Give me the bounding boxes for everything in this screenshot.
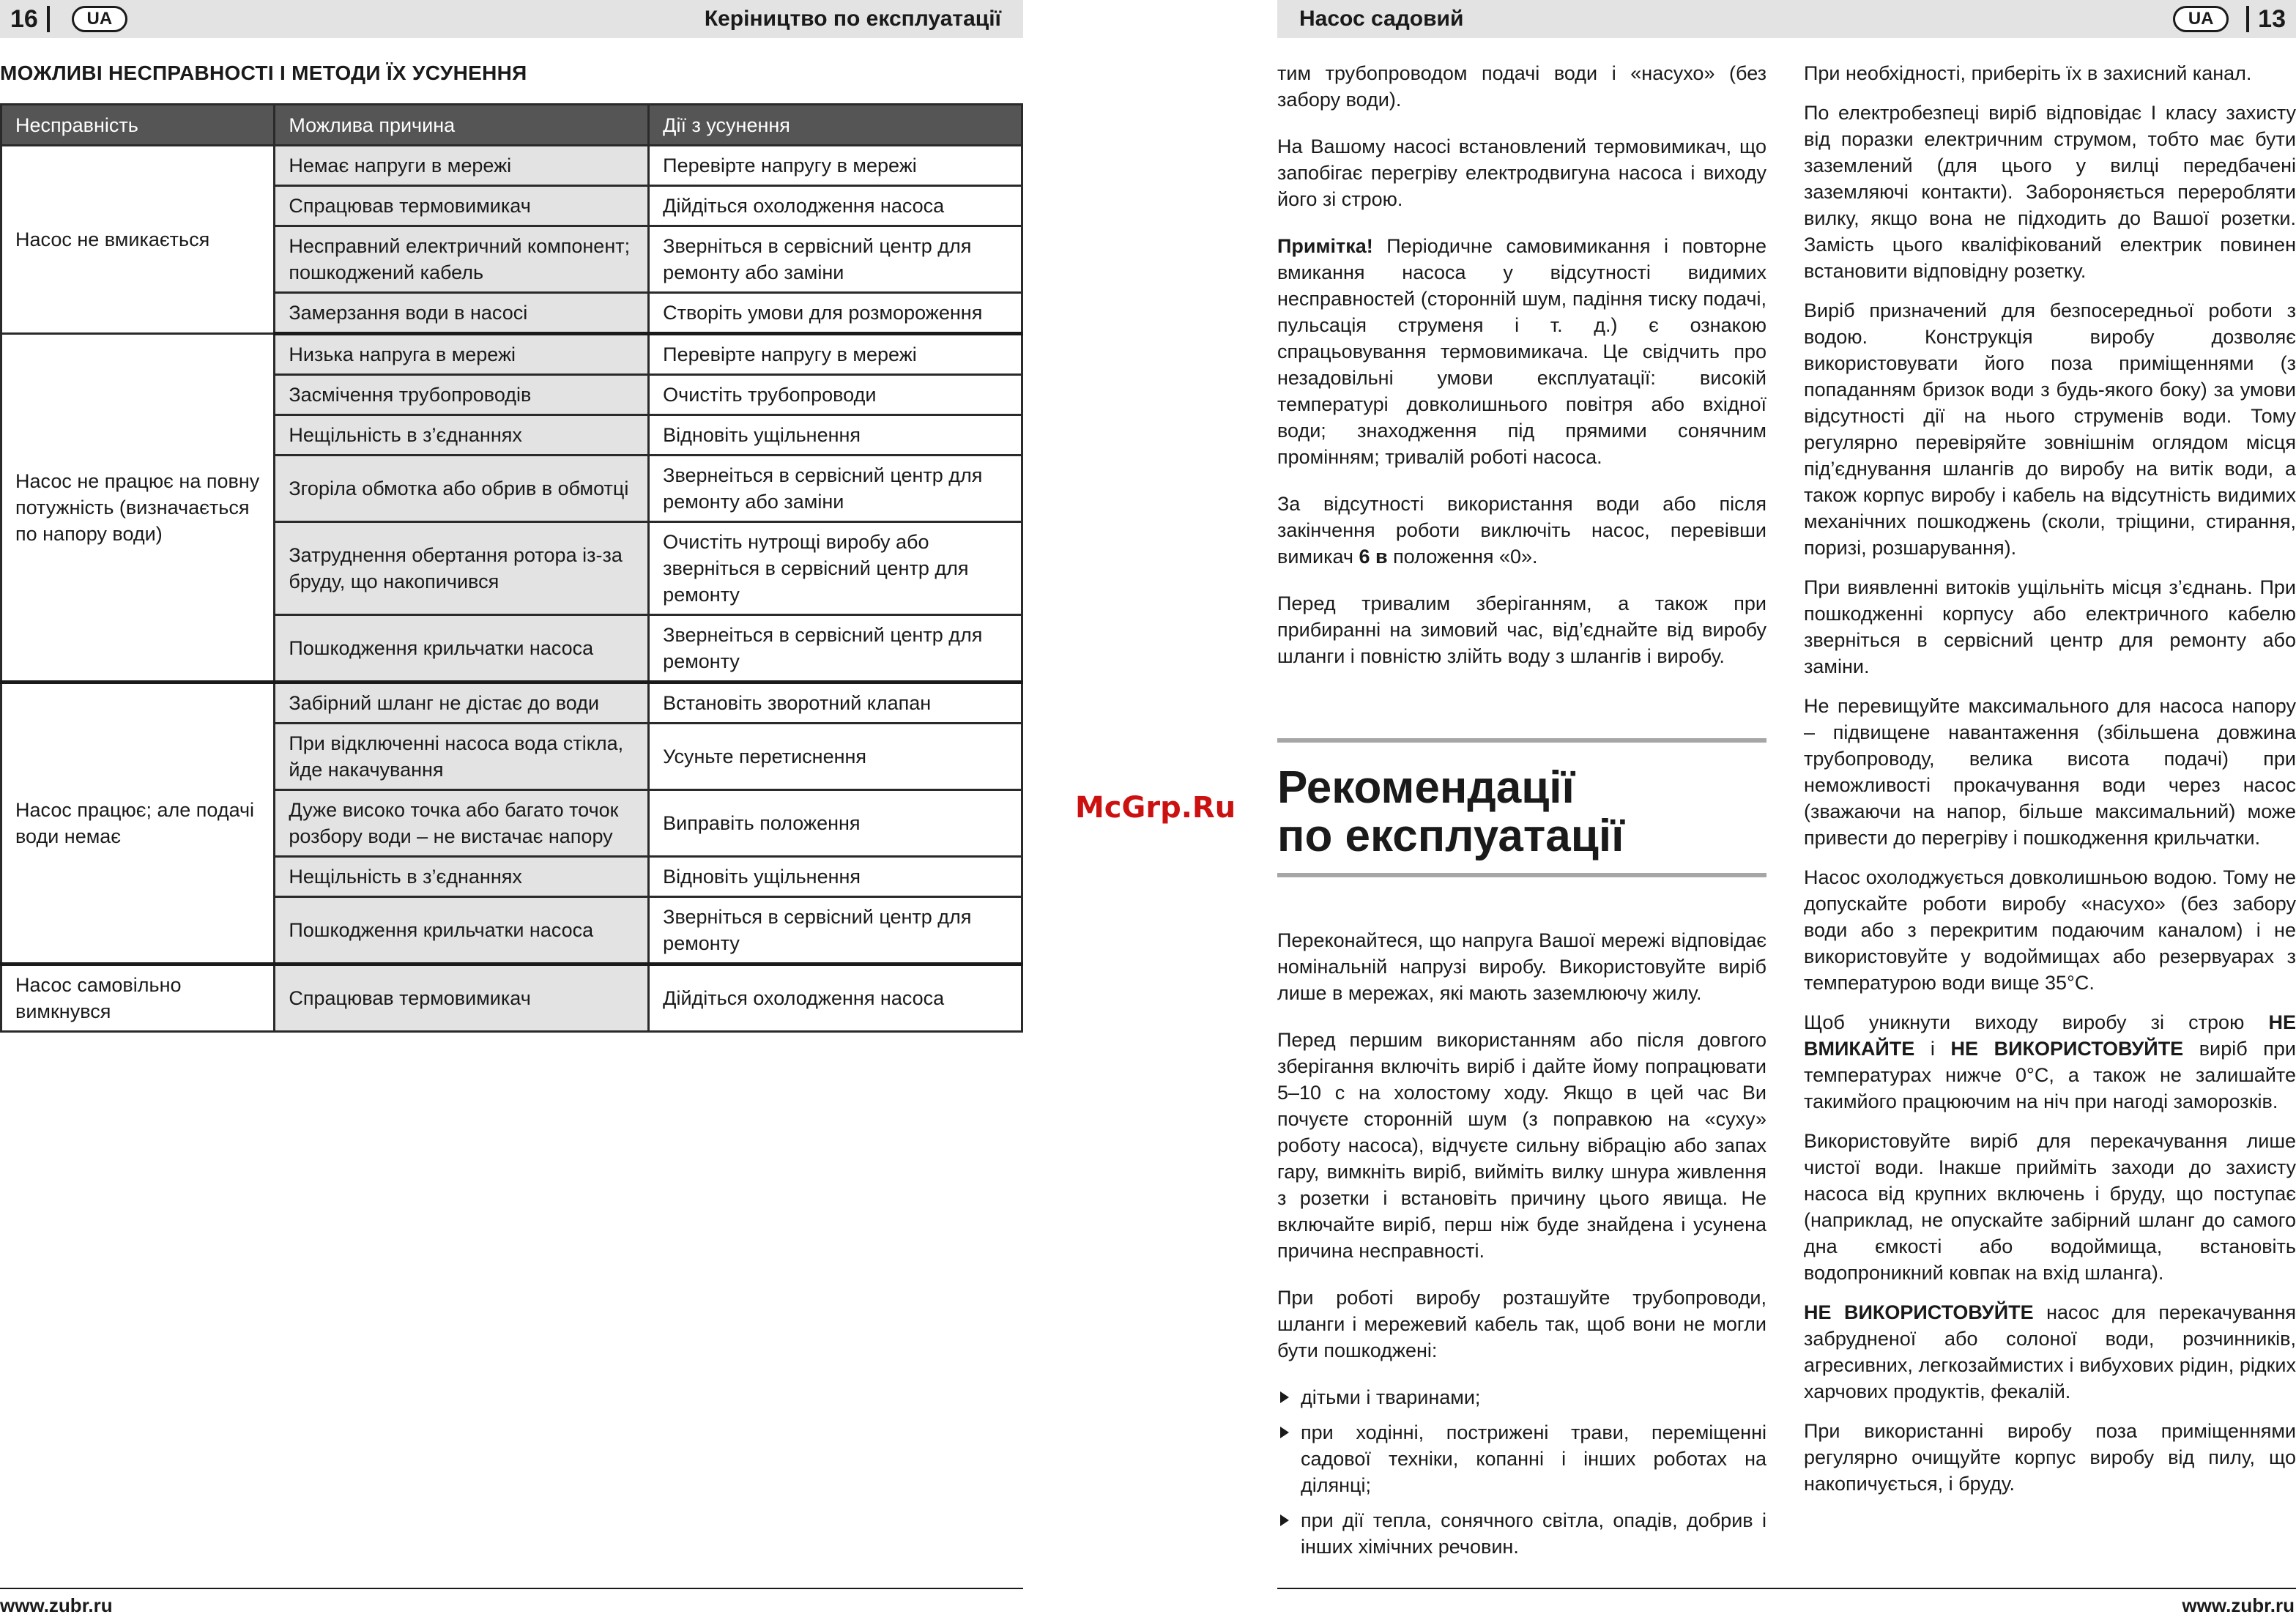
cause-cell: Нещільність в з’єднаннях [275, 415, 649, 456]
cause-cell: Немає напруги в мережі [275, 146, 649, 186]
text-span: За відсутності використання води або після закінчення роботи виключіть насос, перевівши вимикач [1277, 493, 1766, 568]
cause-cell: Спрацював термовимикач [275, 964, 649, 1032]
table-row [1, 334, 1022, 375]
heading-rule-bottom [1277, 873, 1766, 877]
table-row [1, 146, 1022, 186]
footer-rule-right [1277, 1588, 2296, 1589]
text-column-b [1277, 927, 1766, 1569]
recommendations-heading [1277, 764, 1624, 860]
bullet-arrow-icon [1280, 1391, 1289, 1403]
action-cell: Відновіть ущільнення [649, 415, 1022, 456]
watermark-text: McGrp.Ru [1075, 791, 1236, 825]
table-row [1, 683, 1022, 724]
cause-cell: Спрацював термовимикач [275, 186, 649, 226]
paragraph: Використовуйте виріб для перекачування лише чистої води. Інакше прийміть заходи до захисту насоса від крупних включень і бруду, що поступає (наприклад, не опускайте забірний шланг до самого дна ємкості або водоймища, встановіть водопроникний ковпак на вхід шланга). [1804, 1130, 2296, 1284]
action-cell: Створіть умови для розмороження [649, 293, 1022, 334]
fault-cell: Насос не працює на повну потужність (визначається по напору води) [1, 334, 275, 683]
paragraph: Виріб призначений для безпосередньої роботи з водою. Конструкція виробу дозволяє використовувати його поза приміщеннями (з попаданням бризок води з будь-якого боку) за умови відсутності дії на нього струменів води. Тому регулярно перевіряйте зовнішнім оглядом місця під’єднування шлангів до виробу на витік води, а також корпус виробу і кабель на відсутність видимих механічних пошкоджень (сколи, тріщини, стирання, поризі, розшарування). [1804, 300, 2296, 559]
footer-url-right: www.zubr.ru [2182, 1594, 2295, 1616]
right-page-header [1277, 0, 2296, 38]
footer-rule-left [0, 1588, 1023, 1589]
action-cell: Дійдіться охолодження насоса [649, 964, 1022, 1032]
cause-cell: Несправний електричний компонент; пошкоджений кабель [275, 226, 649, 293]
header-title: Насос садовий [1299, 7, 1464, 31]
note-paragraph [1277, 233, 1766, 470]
warning-text: НЕ ВИКОРИСТОВУЙТЕ [1804, 1301, 2034, 1323]
footer-url-left: www.zubr.ru [0, 1594, 113, 1616]
text-column-a [1277, 60, 1766, 690]
fault-cell: Насос не вмикається [1, 146, 275, 334]
heading-rule-top [1277, 738, 1766, 743]
cause-cell: Нещільність в з’єднаннях [275, 857, 649, 897]
action-cell: Виправіть положення [649, 790, 1022, 857]
column-header-fault: Несправність [1, 105, 275, 146]
action-cell: Очистіть трубопроводи [649, 375, 1022, 415]
paragraph: тим трубопроводом подачі води і «насухо» (без забору води). [1277, 62, 1766, 111]
switch-number: 6 [1359, 546, 1370, 568]
text-span: положення «0». [1393, 546, 1538, 568]
paragraph: Переконайтеся, що напруга Вашої мережі відповідає номінальній напрузі виробу. Використовуйте виріб лише в мережах, які мають заземлюючу жилу. [1277, 929, 1766, 1004]
paragraph: При виявленні витоків ущільніть місця з’єднань. При пошкодженні корпусу або електричного кабелю зверніться в сервісний центр для ремонту або заміни. [1804, 576, 2296, 677]
fault-cell: Насос самовільно вимкнувся [1, 964, 275, 1032]
header-title: Керіництво по експлуатації [704, 7, 1001, 31]
text-span: в [1375, 546, 1388, 568]
action-cell: Зверніться в сервісний центр для ремонту або заміни [649, 226, 1022, 293]
text-span: насос для перекачування забрудненої або солоної води, розчинників, агресивних, легкозаймистих і вибухових рідин, рідких харчових продуктів, фекалій. [1804, 1301, 2296, 1402]
note-text: Періодичне самовимикання і повторне вмикання насоса у відсутності видимих несправностей (сторонній шум, падіння тиску подачі, пульсація струменя і т. д.) є ознакою спрацьовування термовимикача. Це свідчить про незадовільні умови експлуатації: високій температурі довколишнього повітря або вхідної води; знаходження під прямими сонячним промінням; тривалій роботі насоса. [1277, 235, 1766, 468]
cause-cell: Пошкодження крильчатки насоса [275, 615, 649, 683]
cause-cell: Низька напруга в мережі [275, 334, 649, 375]
cause-cell: Дуже високо точка або багато точок розбору води – не вистачає напору [275, 790, 649, 857]
warning-text: НЕ ВИКОРИСТОВУЙТЕ [1950, 1038, 2184, 1060]
language-badge: UA [2173, 6, 2229, 32]
cause-cell: Засмічення трубопроводів [275, 375, 649, 415]
cause-cell: Замерзання води в насосі [275, 293, 649, 334]
paragraph: При необхідності, приберіть їх в захисний канал. [1804, 62, 2252, 84]
list-item [1277, 1419, 1766, 1498]
page-number: 16 [10, 4, 38, 33]
language-badge: UA [72, 6, 127, 32]
warning-text: НЕ ВМИКАЙТЕ [1804, 1011, 2296, 1060]
list-item [1277, 1507, 1766, 1560]
bullet-arrow-icon [1280, 1427, 1289, 1438]
paragraph: Не перевищуйте максимального для насоса напору – підвищене навантаження (збільшена довжина трубопроводу, велика висота подачі) при неможливості прокачування води через насос (зважаючи на напор, більше максимальний) може привести до перегріву і пошкодження крильчатки. [1804, 695, 2296, 849]
bullet-arrow-icon [1280, 1514, 1289, 1526]
header-divider [47, 6, 50, 32]
action-cell: Встановіть зворотний клапан [649, 683, 1022, 724]
cause-cell: Пошкодження крильчатки насоса [275, 897, 649, 964]
action-cell: Перевірте напругу в мережі [649, 334, 1022, 375]
action-cell: Звернеіться в сервісний центр для ремонту [649, 615, 1022, 683]
paragraph: При роботі виробу розташуйте трубопроводи, шланги і мережевий кабель так, щоб вони не могли бути пошкоджені: [1277, 1287, 1766, 1361]
paragraph: Насос охолоджується довколишньою водою. Тому не допускайте роботи виробу «насухо» (без забору води або з перекритим подаючим каналом) і не використовуйте у водоймищах або резервуарах з температурою води вище 35°C. [1804, 866, 2296, 994]
cause-cell: Згоріла обмотка або обрив в обмотці [275, 456, 649, 522]
paragraph [1277, 491, 1766, 570]
action-cell: Відновіть ущільнення [649, 857, 1022, 897]
cause-cell: Забірний шланг не дістає до води [275, 683, 649, 724]
list-item-text: дітьми і тваринами; [1301, 1386, 1481, 1408]
cause-cell: При відключенні насоса вода стікла, йде накачування [275, 724, 649, 790]
page-number: 13 [2258, 4, 2286, 33]
troubleshooting-table [0, 103, 1023, 1033]
text-span: Щоб уникнути виходу виробу зі строю [1804, 1011, 2245, 1033]
left-page-header [0, 0, 1023, 38]
action-cell: Звернеіться в сервісний центр для ремонту або заміни [649, 456, 1022, 522]
list-item-text: при ходінні, пострижені трави, переміщенні садової техніки, копанні і інших роботах на ділянці; [1301, 1421, 1766, 1496]
paragraph: На Вашому насосі встановлений термовимикач, що запобігає перегріву електродвигуна насоса і виходу його зі строю. [1277, 135, 1766, 210]
note-label: Примітка! [1277, 235, 1373, 257]
fault-cell: Насос працює; але подачі води немає [1, 683, 275, 964]
column-header-cause: Можлива причина [275, 105, 649, 146]
paragraph: По електробезпеці виріб відповідає I класу захисту від поразки електричним струмом, тобто має бути заземлений (для цього у вилці передбачені заземляючі контакти). Забороняється переробляти вилку, якщо вона не підходить до Вашої розетки. Замість цього кваліфікований електрик повинен встановити відповідну розетку. [1804, 102, 2296, 282]
table-row [1, 964, 1022, 1032]
list-item [1277, 1384, 1766, 1410]
bullet-list [1277, 1384, 1766, 1560]
header-divider [2246, 6, 2249, 32]
paragraph: Перед тривалим зберіганням, а також при прибиранні на зимовий час, від’єднайте від виробу шланги і повністю злійть воду з шлангів і виробу. [1277, 592, 1766, 667]
list-item-text: при дії тепла, сонячного світла, опадів, добрив і інших хімічних речовин. [1301, 1509, 1766, 1558]
column-header-action: Дії з усунення [649, 105, 1022, 146]
action-cell: Усуньте перетиснення [649, 724, 1022, 790]
paragraph [1804, 1299, 2296, 1405]
action-cell: Зверніться в сервісний центр для ремонту [649, 897, 1022, 964]
heading-line: Рекомендації [1277, 762, 1575, 813]
action-cell: Очистіть нутрощі виробу або зверніться в сервісний центр для ремонту [649, 522, 1022, 615]
section-title: МОЖЛИВІ НЕСПРАВНОСТІ І МЕТОДИ ЇХ УСУНЕННЯ [0, 62, 527, 84]
heading-line: по експлуатації [1277, 811, 1624, 861]
paragraph: Перед першим використанням або після довгого зберігання включіть виріб і дайте йому попрацювати 5–10 с на холостому ходу. Якщо в цей час Ви почуєте сторонній шум (з поправкою на «суху» роботу насоса), відчуєте сильну вібрацію або запах гару, вимкніть виріб, вийміть вилку шнура живлення з розетки і встановіть причину цього явища. Не включайте виріб, перш ніж буде знайдена і усунена причина несправності. [1277, 1029, 1766, 1262]
table-header-row [1, 105, 1022, 146]
text-column-c [1804, 60, 2296, 1510]
action-cell: Перевірте напругу в мережі [649, 146, 1022, 186]
action-cell: Дійдіться охолодження насоса [649, 186, 1022, 226]
text-span: виріб при температурах нижче 0°С, а також не залишайте такимйого працюючим на ніч при нагоді заморозків. [1804, 1038, 2296, 1112]
cause-cell: Затруднення обертання ротора із-за бруду, що накопичився [275, 522, 649, 615]
paragraph [1804, 1009, 2296, 1115]
paragraph: При використанні виробу поза приміщеннями регулярно очищуйте корпус виробу від пилу, що накопичується, і бруду. [1804, 1420, 2296, 1495]
text-span: і [1930, 1038, 1935, 1060]
